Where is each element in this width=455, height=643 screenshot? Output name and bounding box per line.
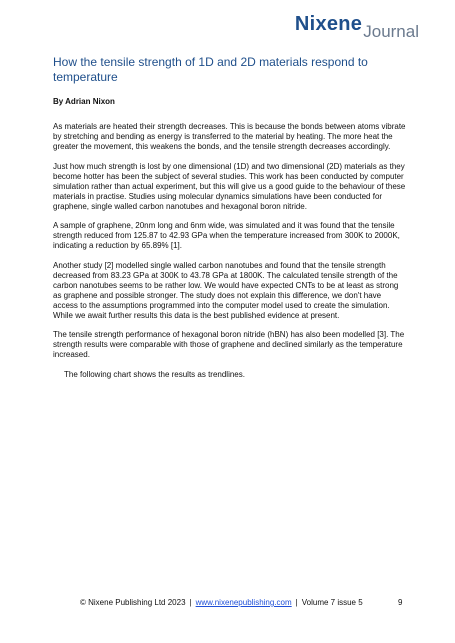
paragraph-intro: As materials are heated their strength decreases. This is because the bonds between atoms vibrate by stretching and bending as energy is transferred to the material by heating. The more heat the greater the movement, this weakens the bonds, and the tensile strength decreases accordingly. [53,122,406,151]
footer-separator: | [189,598,192,607]
paragraph-studies: Just how much strength is lost by one dimensional (1D) and two dimensional (2D) materials as they become hotter has been the subject of several studies. This work has been conducted by computer simulation rather than actual experiment, but this will give us a good guide to the behaviour of these materials in practise. Studies using molecular dynamics simulations have been conducted for graphene, single walled carbon nanotubes and hexagonal boron nitride. [53,161,406,211]
journal-logo [294,13,419,41]
footer-copyright: © Nixene Publishing Ltd 2023 [80,598,186,607]
byline: By Adrian Nixon [53,97,115,106]
logo-main-text: Nixene [294,13,363,35]
footer-website-link[interactable]: www.nixenepublishing.com [195,598,292,607]
paragraph-chart-intro: The following chart shows the results as trendlines. [64,369,245,379]
logo-sub-text: Journal [363,22,419,41]
paragraph-nanotubes: Another study [2] modelled single walled carbon nanotubes and found that the tensile strength decreased from 83.23 GPa at 300K to 43.78 GPa at 1800K. The calculated tensile strength of the carbon nanotubes seems to be rather low. We would have expected CNTs to be at least as strong as graphene and possible stronger. The study does not explain this difference, we don't have access to the assumptions programmed into the computer model used to create the simulation. While we await further results this data is the best published evidence at present. [53,260,399,320]
article-body [53,122,408,389]
footer-volume: Volume 7 issue 5 [301,598,363,607]
page-footer [80,598,425,607]
paragraph-hbn: The tensile strength performance of hexagonal boron nitride (hBN) has also been modelled [3]. The strength results were comparable with those of graphene and declined similarly as the temperature increased. [53,330,405,359]
footer-separator: | [295,598,298,607]
paragraph-graphene: A sample of graphene, 20nm long and 6nm wide, was simulated and it was found that the tensile strength reduced from 125.87 to 42.93 GPa when the temperature increased from 300K to 2000K, indicating a reduction by 65.89% [1]. [53,221,400,250]
page-number: 9 [398,598,403,607]
article-title: How the tensile strength of 1D and 2D materials respond to temperature [53,55,368,84]
